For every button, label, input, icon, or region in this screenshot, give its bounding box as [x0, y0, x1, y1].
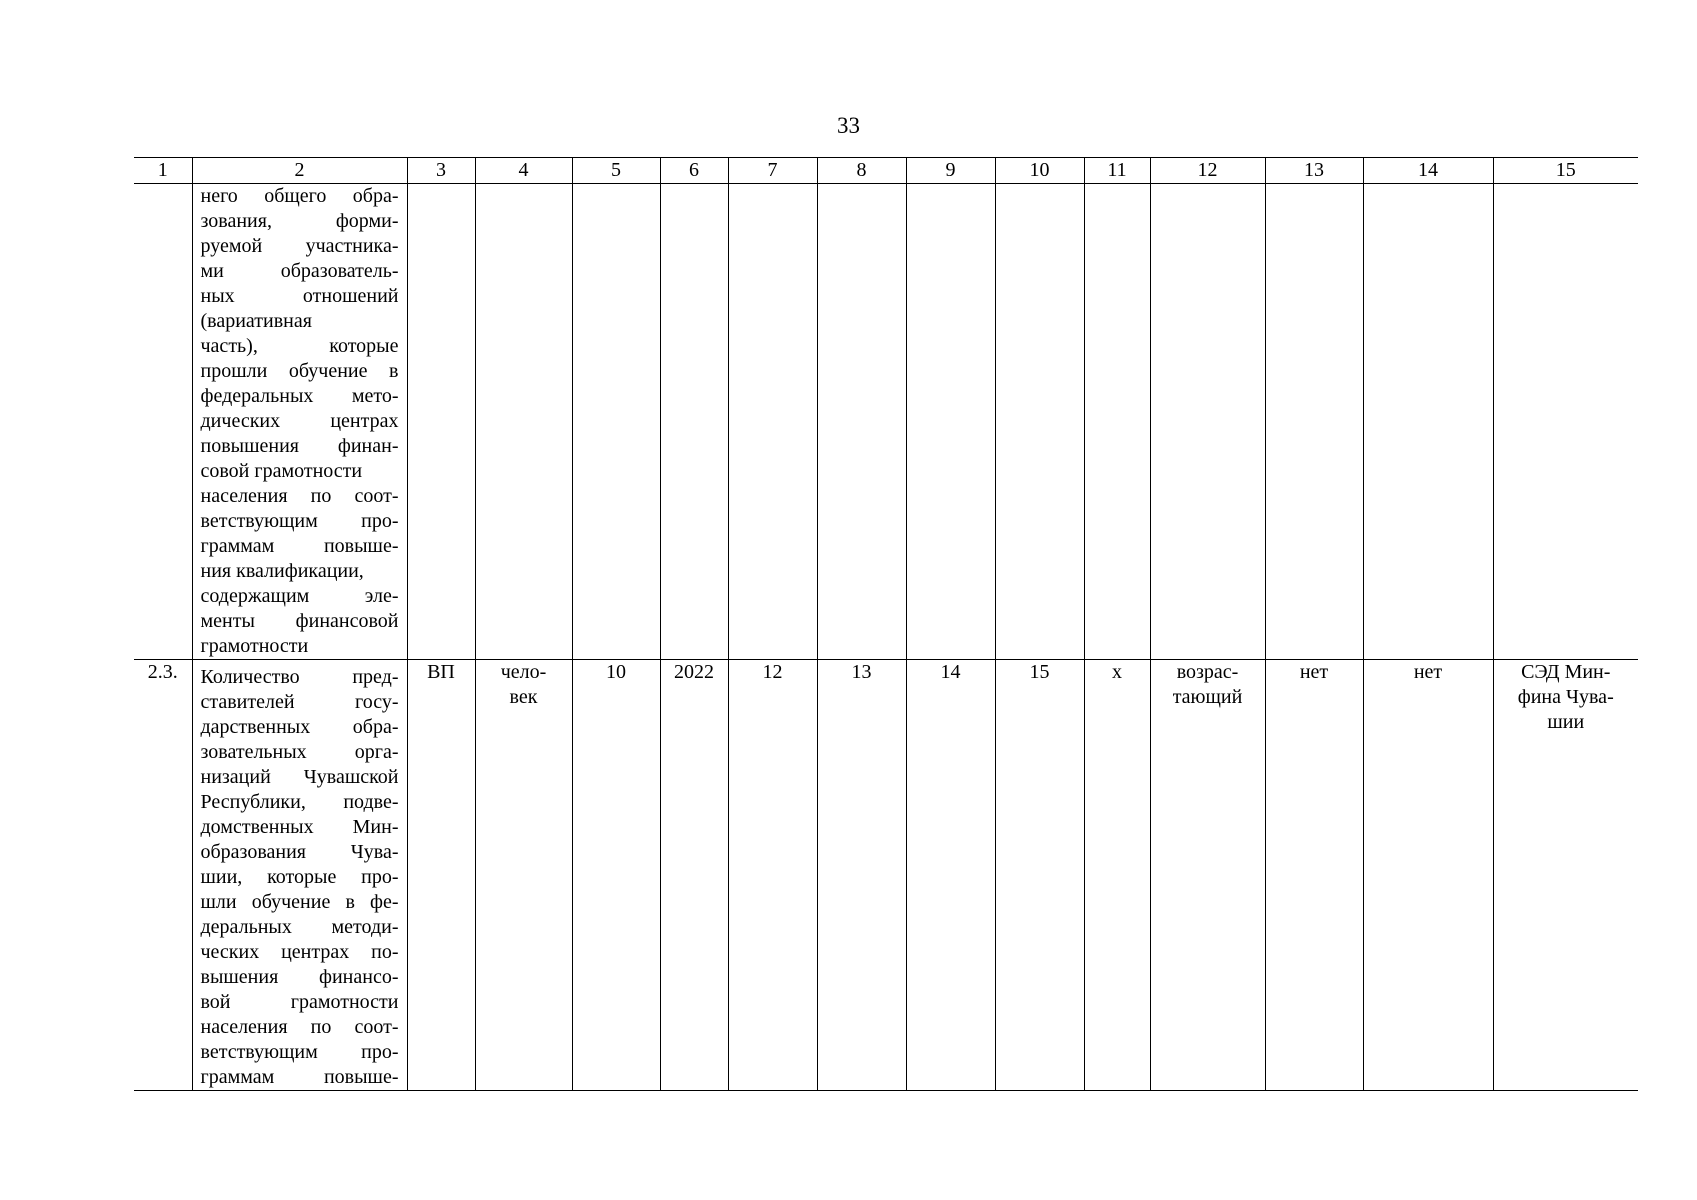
row-cont-cell-10 [995, 184, 1084, 660]
header-cell-1: 1 [134, 158, 192, 184]
row-cont-description [192, 184, 407, 660]
desc-line: содержащим эле- [200, 585, 399, 607]
row-number: 2.3. [134, 660, 192, 1091]
desc-line: зования, форми- [200, 210, 399, 232]
row-2-3-description [192, 660, 407, 1091]
desc-line: граммам повыше- [200, 1066, 399, 1088]
header-cell-11: 11 [1084, 158, 1150, 184]
header-cell-3: 3 [407, 158, 475, 184]
row-cont-number-cell [134, 184, 192, 660]
row-cont-cell-6 [660, 184, 728, 660]
row-cont-cell-14 [1363, 184, 1493, 660]
desc-line: него общего обра- [200, 185, 399, 207]
source-line: шии [1547, 711, 1585, 733]
source-line: СЭД Мин- [1521, 661, 1611, 683]
header-cell-8: 8 [817, 158, 906, 184]
header-cell-9: 9 [906, 158, 995, 184]
desc-line: менты финансовой [200, 610, 399, 632]
desc-line: ставителей госу- [200, 691, 399, 713]
row-cont-cell-11 [1084, 184, 1150, 660]
row-2-3-col-3: ВП [407, 660, 475, 1091]
row-2-3-col-7: 12 [728, 660, 817, 1091]
header-cell-4: 4 [475, 158, 572, 184]
table-header-row [134, 158, 1638, 184]
row-cont-cell-4 [475, 184, 572, 660]
row-cont-cell-15 [1493, 184, 1638, 660]
header-cell-2: 2 [192, 158, 407, 184]
desc-line: ми образователь- [200, 260, 399, 282]
desc-line: дических центрах [200, 410, 399, 432]
desc-line: дарственных обра- [200, 716, 399, 738]
desc-line: грамотности [200, 635, 309, 657]
trend-line: тающий [1172, 686, 1243, 708]
row-cont-cell-9 [906, 184, 995, 660]
row-2-3-col-11: х [1084, 660, 1150, 1091]
desc-line: прошли обучение в [200, 360, 399, 382]
desc-line: руемой участника- [200, 235, 399, 257]
desc-line: зовательных орга- [200, 741, 399, 763]
header-cell-6: 6 [660, 158, 728, 184]
row-cont-cell-5 [572, 184, 660, 660]
desc-line: низаций Чувашской [200, 766, 399, 788]
desc-line: вой грамотности [200, 991, 399, 1013]
row-2-3-col-4 [475, 660, 572, 1091]
row-cont-cell-8 [817, 184, 906, 660]
row-2-3-col-8: 13 [817, 660, 906, 1091]
unit-line: век [509, 686, 538, 708]
desc-line: ния квалификации, [200, 560, 364, 582]
desc-line: ветствующим про- [200, 510, 399, 532]
desc-line: домственных Мин- [200, 816, 399, 838]
desc-line: повышения финан- [200, 435, 399, 457]
desc-line: шли обучение в фе- [200, 891, 399, 913]
row-cont-cell-13 [1265, 184, 1363, 660]
desc-line: ных отношений [200, 285, 399, 307]
row-2-3-col-6: 2022 [660, 660, 728, 1091]
desc-line: ветствующим про- [200, 1041, 399, 1063]
desc-line: населения по соот- [200, 485, 399, 507]
row-2-3-col-14: нет [1363, 660, 1493, 1091]
desc-line: федеральных мето- [200, 385, 399, 407]
header-cell-5: 5 [572, 158, 660, 184]
unit-line: чело- [500, 661, 547, 683]
header-cell-15: 15 [1493, 158, 1638, 184]
desc-line: совой грамотности [200, 460, 363, 482]
table-row-2-3 [134, 660, 1638, 1091]
row-2-3-col-9: 14 [906, 660, 995, 1091]
desc-line: вышения финансо- [200, 966, 399, 988]
source-line: фина Чува- [1517, 686, 1614, 708]
header-cell-12: 12 [1150, 158, 1265, 184]
row-cont-cell-12 [1150, 184, 1265, 660]
page-number: 33 [837, 113, 860, 138]
header-cell-13: 13 [1265, 158, 1363, 184]
trend-line: возрас- [1176, 661, 1239, 683]
desc-line: Республики, подве- [200, 791, 399, 813]
row-2-3-col-5: 10 [572, 660, 660, 1091]
desc-line: образования Чува- [200, 841, 399, 863]
row-2-3-col-12 [1150, 660, 1265, 1091]
table-row-continuation [134, 184, 1638, 660]
header-cell-14: 14 [1363, 158, 1493, 184]
row-cont-cell-3 [407, 184, 475, 660]
desc-line: шии, которые про- [200, 866, 399, 888]
indicators-table [134, 157, 1638, 1091]
row-2-3-col-10: 15 [995, 660, 1084, 1091]
header-cell-10: 10 [995, 158, 1084, 184]
desc-line: деральных методи- [200, 916, 399, 938]
desc-line: ческих центрах по- [200, 941, 399, 963]
desc-line: часть), которые [200, 335, 399, 357]
desc-line: населения по соот- [200, 1016, 399, 1038]
row-2-3-col-13: нет [1265, 660, 1363, 1091]
desc-line: Количество пред- [200, 666, 399, 688]
row-cont-cell-7 [728, 184, 817, 660]
row-2-3-col-15 [1493, 660, 1638, 1091]
header-cell-7: 7 [728, 158, 817, 184]
desc-line: граммам повыше- [200, 535, 399, 557]
desc-line: (вариативная [200, 310, 312, 332]
